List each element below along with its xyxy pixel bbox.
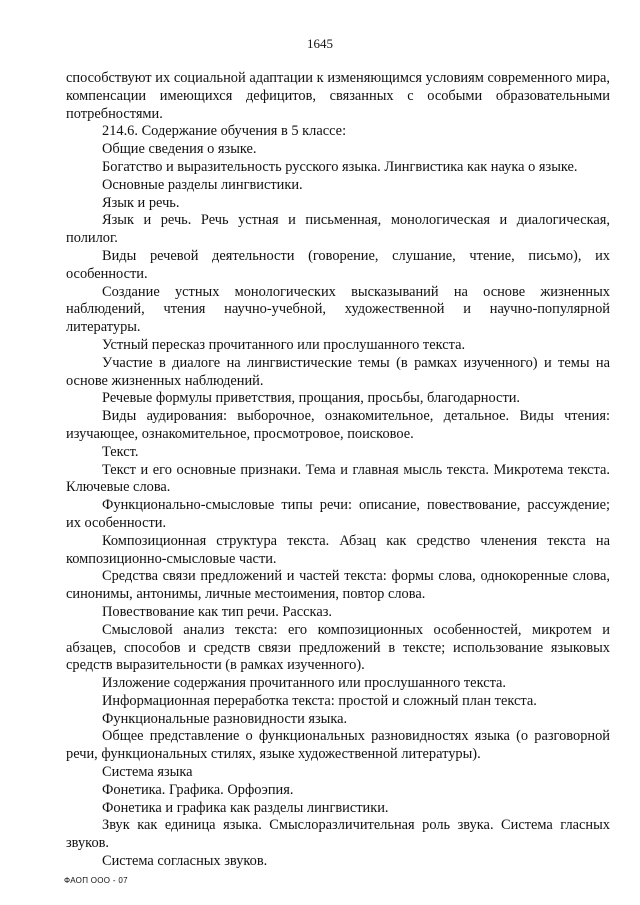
paragraph: Информационная переработка текста: простой и сложный план текста. xyxy=(102,692,537,709)
paragraph: Система согласных звуков. xyxy=(102,853,268,870)
paragraph: Изложение содержания прочитанного или прослушанного текста. xyxy=(102,675,507,692)
paragraph: Язык и речь. Речь устная и письменная, монологическая и диалогическая, полилог. xyxy=(66,212,610,247)
paragraph: Средства связи предложений и частей текста: формы слова, однокоренные слова, синонимы, антонимы, личные местоимения, повтор слова. xyxy=(66,568,610,603)
paragraph: Язык и речь. xyxy=(102,194,180,211)
paragraph: способствуют их социальной адаптации к изменяющимся условиям современного мира, компенсации имеющихся дефицитов, связанных с особыми образовательными потребностями. xyxy=(66,70,610,122)
footer-code: ФАОП ООО - 07 xyxy=(64,876,128,885)
paragraph: Виды аудирования: выборочное, ознакомительное, детальное. Виды чтения: изучающее, ознакомительное, просмотровое, поисковое. xyxy=(66,408,610,442)
paragraph: Общее представление о функциональных разновидностях языка (о разговорной речи, функциональных стилях, языке художественной литературы). xyxy=(66,728,610,763)
paragraph: Создание устных монологических высказываний на основе жизненных наблюдений, чтения научно-учебной, художественной и научно-популярной литературы. xyxy=(66,283,610,336)
paragraph: Функционально-смысловые типы речи: описание, повествование, рассуждение; их особенности. xyxy=(66,497,610,531)
paragraph: Фонетика и графика как разделы лингвистики. xyxy=(102,799,389,816)
paragraph: Общие сведения о языке. xyxy=(102,141,257,158)
paragraph: Звук как единица языка. Смыслоразличительная роль звука. Система гласных звуков. xyxy=(66,817,610,852)
paragraph: Текст и его основные признаки. Тема и главная мысль текста. Микротема текста. Ключевые слова. xyxy=(66,461,610,496)
page-number: 1645 xyxy=(307,36,333,51)
paragraph: Участие в диалоге на лингвистические темы (в рамках изученного) и темы на основе жизненных наблюдений. xyxy=(66,354,610,389)
paragraph: Фонетика. Графика. Орфоэпия. xyxy=(102,781,294,798)
paragraph: Виды речевой деятельности (говорение, слушание, чтение, письмо), их особенности. xyxy=(66,247,610,282)
paragraph: Повествование как тип речи. Рассказ. xyxy=(102,603,332,620)
paragraph: Текст. xyxy=(102,443,139,460)
paragraph: Основные разделы лингвистики. xyxy=(102,176,303,193)
paragraph: Речевые формулы приветствия, прощания, просьбы, благодарности. xyxy=(102,390,521,407)
paragraph: Устный пересказ прочитанного или прослушанного текста. xyxy=(102,336,466,353)
paragraph: Богатство и выразительность русского языка. Лингвистика как наука о языке. xyxy=(102,158,578,175)
paragraph: Композиционная структура текста. Абзац как средство членения текста на композиционно-смысловые части. xyxy=(66,532,610,567)
paragraph: Функциональные разновидности языка. xyxy=(102,710,348,727)
paragraph: Система языка xyxy=(102,764,193,781)
paragraph: 214.6. Содержание обучения в 5 классе: xyxy=(102,123,347,140)
paragraph: Смысловой анализ текста: его композиционных особенностей, микротем и абзацев, способов и средств связи предложений в тексте; использование языковых средств выразительности (в рамках изученного). xyxy=(66,621,610,674)
document-body xyxy=(66,70,610,871)
